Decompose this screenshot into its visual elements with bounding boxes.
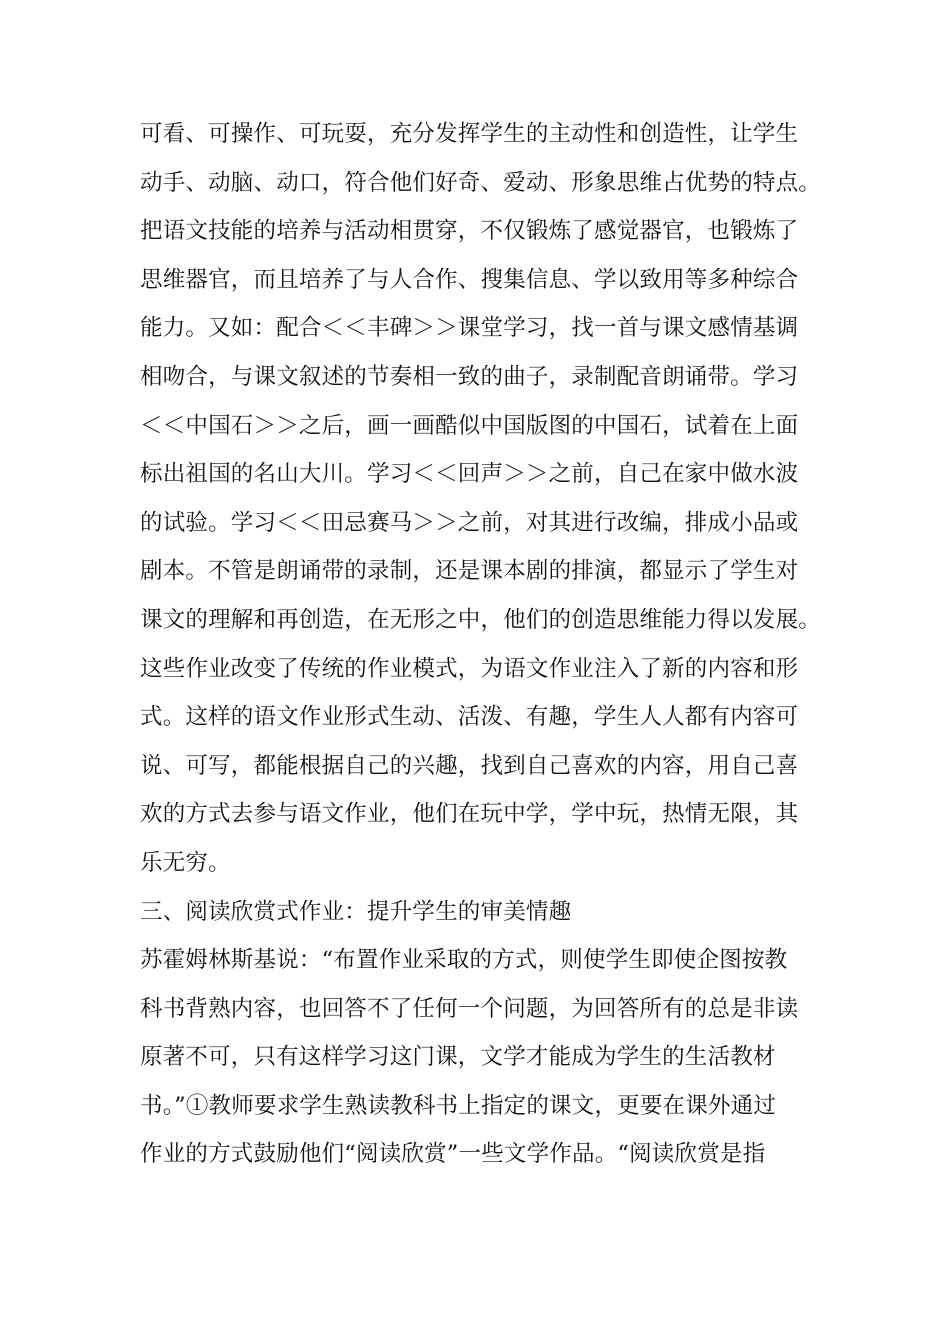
- text-line: 这些作业改变了传统的作业模式，为语文作业注入了新的内容和形: [140, 655, 799, 682]
- text-line: 作业的方式鼓励他们“阅读欣赏”一些文学作品。“阅读欣赏是指: [140, 1141, 766, 1168]
- text-line: 思维器官，而且培养了与人合作、搜集信息、学以致用等多种综合: [140, 266, 799, 293]
- text-line: 相吻合，与课文叙述的节奏相一致的曲子，录制配音朗诵带。学习: [140, 363, 799, 390]
- text-line: 欢的方式去参与语文作业，他们在玩中学，学中玩，热情无限，其: [140, 801, 799, 828]
- text-line: 苏霍姆林斯基说：“布置作业采取的方式，则使学生即使企图按教: [140, 947, 788, 974]
- text-line: 书。”①教师要求学生熟读教科书上指定的课文，更要在课外通过: [140, 1092, 777, 1119]
- text-line: 能力。又如：配合＜＜丰碑＞＞课堂学习，找一首与课文感情基调: [140, 315, 799, 342]
- text-line: ＜＜中国石＞＞之后，画一画酷似中国版图的中国石，试着在上面: [140, 412, 799, 439]
- text-line: 标出祖国的名山大川。学习＜＜回声＞＞之前，自己在家中做水波: [140, 461, 799, 488]
- text-line: 课文的理解和再创造，在无形之中，他们的创造思维能力得以发展。: [140, 606, 822, 633]
- section-heading: 三、阅读欣赏式作业：提升学生的审美情趣: [140, 898, 572, 925]
- text-line: 剧本。不管是朗诵带的录制，还是课本剧的排演，都显示了学生对: [140, 558, 799, 585]
- text-line: 动手、动脑、动口，符合他们好奇、爱动、形象思维占优势的特点。: [140, 169, 822, 196]
- body-text: [140, 110, 840, 1179]
- text-line: 把语文技能的培养与活动相贯穿，不仅锻炼了感觉器官，也锻炼了: [140, 218, 799, 245]
- text-line: 说、可写，都能根据自己的兴趣，找到自己喜欢的内容，用自己喜: [140, 752, 799, 779]
- text-line: 的试验。学习＜＜田忌赛马＞＞之前，对其进行改编，排成小品或: [140, 509, 799, 536]
- text-line: 可看、可操作、可玩耍，充分发挥学生的主动性和创造性，让学生: [140, 121, 799, 147]
- text-line: 乐无穷。: [140, 849, 231, 876]
- text-line: 原著不可，只有这样学习这门课，文学才能成为学生的生活教材: [140, 1044, 776, 1071]
- text-line: 式。这样的语文作业形式生动、活泼、有趣，学生人人都有内容可: [140, 704, 799, 731]
- text-line: 科书背熟内容，也回答不了任何一个问题，为回答所有的总是非读: [140, 995, 799, 1022]
